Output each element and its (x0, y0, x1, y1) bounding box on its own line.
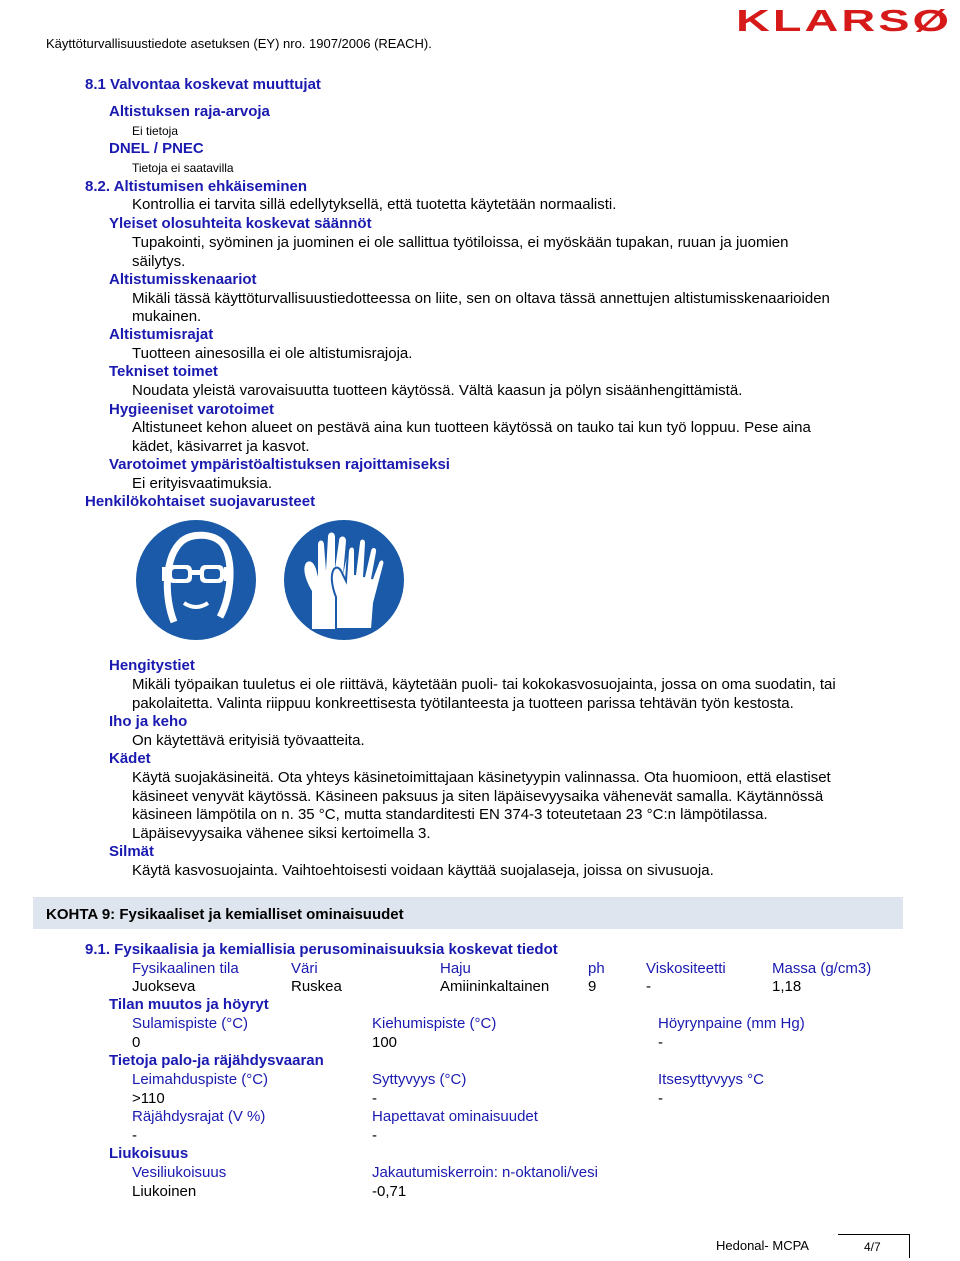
limits-title: Altistumisrajat (109, 326, 214, 343)
value-boiling-point: 100 (372, 1034, 398, 1051)
label-water-solubility: Vesiliukoisuus (132, 1164, 227, 1181)
value-odor: Amiininkaltainen (440, 978, 550, 995)
goggles-icon (136, 520, 256, 640)
respiratory-line2: pakolaitetta. Valinta riippuu konkreettisesta työtilanteesta ja tuotteen parissa tehtävän työn kestosta. (132, 695, 794, 712)
value-autoignition: - (658, 1090, 663, 1107)
value-partition-coefficient: -0,71 (372, 1183, 407, 1200)
hygiene-line1: Altistuneet kehon alueet on pestävä aina kun tuotteen käytössä on tauko tai kun työ loppuu. Pese aina (132, 419, 811, 436)
technical-title: Tekniset toimet (109, 363, 218, 380)
hygiene-line2: kädet, käsivarret ja kasvot. (132, 438, 310, 455)
scenarios-title: Altistumisskenaariot (109, 271, 257, 288)
value-explosion-limits: - (132, 1127, 137, 1144)
general-rules-line2: säilytys. (132, 253, 186, 270)
dnel-pnec-text: Tietoja ei saatavilla (132, 161, 234, 175)
gloves-icon (284, 520, 404, 640)
ppe-icons (134, 517, 414, 648)
label-flammability: Syttyvyys (°C) (372, 1071, 467, 1088)
label-color: Väri (291, 960, 318, 977)
label-physical-state: Fysikaalinen tila (132, 960, 239, 977)
value-physical-state: Juokseva (132, 978, 196, 995)
regulation-header: Käyttöturvallisuustiedote asetuksen (EY) nro. 1907/2006 (REACH). (46, 36, 432, 51)
hands-line2: käsineet venyvät käytössä. Käsineen paksuus ja siten läpäisevyysaika vähenevät samalla. Käytännössä (132, 788, 824, 805)
logo-text: KLARSØ (736, 6, 952, 34)
value-water-solubility: Liukoinen (132, 1183, 197, 1200)
footer-divider-vertical (909, 1234, 910, 1258)
value-viscosity: - (646, 978, 651, 995)
label-odor: Haju (440, 960, 471, 977)
label-flash-point: Leimahduspiste (°C) (132, 1071, 269, 1088)
respiratory-line1: Mikäli työpaikan tuuletus ei ole riittävä, käytetään puoli- tai kokokasvosuojainta, jossa on oma suodatin, tai (132, 676, 836, 693)
exposure-limits-text: Ei tietoja (132, 124, 179, 138)
label-oxidizing: Hapettavat ominaisuudet (372, 1108, 538, 1125)
label-vapor-pressure: Höyrynpaine (mm Hg) (658, 1015, 805, 1032)
scenarios-line1: Mikäli tässä käyttöturvallisuustiedotteessa on liite, sen on oltava tässä annettujen altistumisskenaarioiden (132, 290, 830, 307)
section-9-1-title: 9.1. Fysikaalisia ja kemiallisia perusominaisuuksia koskevat tiedot (85, 941, 558, 958)
technical-text: Noudata yleistä varovaisuutta tuotteen käytössä. Vältä kaasun ja pölyn sisäänhengittämistä. (132, 382, 743, 399)
hands-line1: Käytä suojakäsineitä. Ota yhteys käsinetoimittajaan käsinetyypin valinnassa. Ota huomioon, että elastiset (132, 769, 831, 786)
hands-line4: Läpäisevyysaika vähenee siksi kertoimella 3. (132, 825, 431, 842)
environment-title: Varotoimet ympäristöaltistuksen rajoittamiseksi (109, 456, 450, 473)
page-number: 4/7 (864, 1240, 881, 1254)
label-viscosity: Viskositeetti (646, 960, 726, 977)
dnel-pnec-title: DNEL / PNEC (109, 140, 204, 157)
section-9-band (33, 897, 903, 929)
klarso-logo (736, 6, 954, 34)
eyes-title: Silmät (109, 843, 155, 860)
value-vapor-pressure: - (658, 1034, 663, 1051)
skin-title: Iho ja keho (109, 713, 188, 730)
eyes-text: Käytä kasvosuojainta. Vaihtoehtoisesti voidaan käyttää suojalaseja, joissa on sivusuoja. (132, 862, 714, 879)
skin-text: On käytettävä erityisiä työvaatteita. (132, 732, 365, 749)
control-intro: Kontrollia ei tarvita sillä edellytyksellä, että tuotetta käytetään normaalisti. (132, 196, 617, 213)
general-rules-line1: Tupakointi, syöminen ja juominen ei ole sallittua työtiloissa, ei myöskään tupakan, ruuan ja juomien (132, 234, 789, 251)
section-8-2-title: 8.2. Altistumisen ehkäiseminen (85, 178, 308, 195)
fire-hazard-title: Tietoja palo-ja räjähdysvaaran (109, 1052, 324, 1069)
general-rules-title: Yleiset olosuhteita koskevat säännöt (109, 215, 372, 232)
label-density: Massa (g/cm3) (772, 960, 872, 977)
solubility-title: Liukoisuus (109, 1145, 189, 1162)
value-flammability: - (372, 1090, 377, 1107)
label-boiling-point: Kiehumispiste (°C) (372, 1015, 497, 1032)
label-melting-point: Sulamispiste (°C) (132, 1015, 249, 1032)
ppe-title: Henkilökohtaiset suojavarusteet (85, 493, 316, 510)
value-melting-point: 0 (132, 1034, 141, 1051)
footer-product: Hedonal- MCPA (716, 1238, 809, 1253)
label-ph: ph (588, 960, 605, 977)
state-change-title: Tilan muutos ja höyryt (109, 996, 269, 1013)
limits-text: Tuotteen ainesosilla ei ole altistumisrajoja. (132, 345, 413, 362)
label-explosion-limits: Räjähdysrajat (V %) (132, 1108, 266, 1125)
value-ph: 9 (588, 978, 597, 995)
value-density: 1,18 (772, 978, 802, 995)
hands-line3: käsineen lämpötila on n. 35 °C, mutta standarditesti EN 374-3 toteutetaan 23 °C:n lämpötilassa. (132, 806, 768, 823)
section-9-title: KOHTA 9: Fysikaaliset ja kemialliset ominaisuudet (46, 906, 404, 923)
label-autoignition: Itsesyttyvyys °C (658, 1071, 765, 1088)
value-flash-point: >110 (132, 1090, 165, 1107)
exposure-limits-title: Altistuksen raja-arvoja (109, 103, 270, 120)
scenarios-line2: mukainen. (132, 308, 202, 325)
hygiene-title: Hygieeniset varotoimet (109, 401, 275, 418)
respiratory-title: Hengitystiet (109, 657, 195, 674)
environment-text: Ei erityisvaatimuksia. (132, 475, 273, 492)
footer-divider (838, 1234, 910, 1235)
ppe-pictograms (134, 517, 414, 643)
hands-title: Kädet (109, 750, 151, 767)
section-8-1-title: 8.1 Valvontaa koskevat muuttujat (85, 76, 321, 93)
value-oxidizing: - (372, 1127, 377, 1144)
label-partition-coefficient: Jakautumiskerroin: n-oktanoli/vesi (372, 1164, 598, 1181)
value-color: Ruskea (291, 978, 342, 995)
